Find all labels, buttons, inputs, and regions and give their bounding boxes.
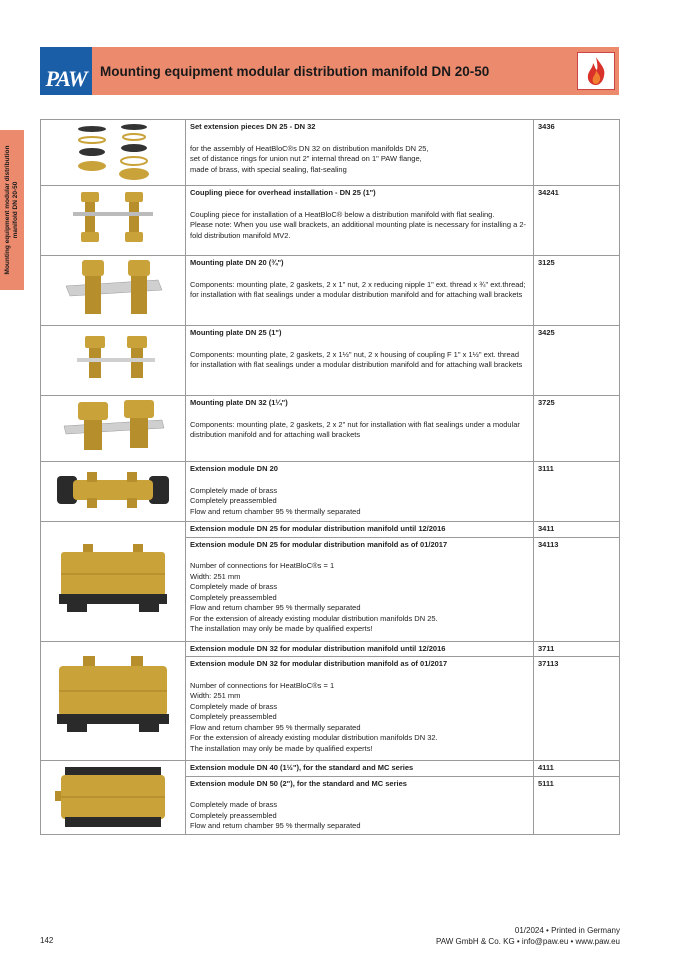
product-text: Components: mounting plate, 2 gaskets, 2 x 1" nut, 2 x reducing nipple 1" ext. thread x ¾" ext.thread; for installation with flat sealings under a modular distribution manifold and for attaching wall brackets: [190, 279, 526, 299]
product-image-extension-module-dn40-50: [41, 761, 186, 835]
product-text: Completely made of brass Completely preassembled Flow and return chamber 95 % thermally separated: [190, 800, 361, 830]
table-row: [41, 186, 620, 256]
article-number: 4111: [534, 761, 620, 777]
product-text: Coupling piece for installation of a HeatBloC® below a distribution manifold with flat sealing. Please note: When you use wall brackets, an additional mounting plate is necessary for installing a 2-fold distribution manifold MV2.: [190, 209, 527, 240]
product-title: Extension module DN 25 for modular distribution manifold until 12/2016: [190, 524, 446, 533]
table-row: [41, 462, 620, 522]
article-number: 34113: [534, 537, 620, 641]
product-text: Number of connections for HeatBloC®s = 1 Width: 251 mm Completely made of brass Completely preassembled Flow and return chamber 95 % thermally separated For the extension of already existing modular distribution manifolds DN 25. The installation may only be made by qualified experts!: [190, 561, 438, 633]
product-image-mounting-plate-dn25: [41, 326, 186, 396]
product-description: [186, 396, 534, 462]
product-description: [186, 256, 534, 326]
product-title: Set extension pieces DN 25 - DN 32: [190, 122, 316, 131]
product-image-coupling-piece: [41, 186, 186, 256]
print-info: 01/2024 • Printed in Germany: [514, 926, 620, 935]
product-description: [186, 641, 534, 657]
table-row: [41, 522, 620, 538]
product-title: Extension module DN 32 for modular distribution manifold as of 01/2017: [190, 659, 448, 668]
product-image-extension-module-dn25: [41, 522, 186, 642]
product-text: for the assembly of HeatBloC®s DN 32 on distribution manifolds DN 25, set of distance rings for union nut 2" internal thread on 1" PAW flange, made of brass, with special sealing, flat-sealing: [190, 143, 429, 174]
product-image-extension-pieces: [41, 120, 186, 186]
product-title: Extension module DN 40 (1½"), for the standard and MC series: [190, 763, 414, 772]
product-title: Coupling piece for overhead installation - DN 25 (1"): [190, 188, 376, 197]
product-description: [186, 326, 534, 396]
side-tab-label: [4, 146, 20, 275]
product-title: Mounting plate DN 25 (1"): [190, 328, 282, 337]
table-row: [41, 326, 620, 396]
product-description: [186, 186, 534, 256]
product-description: [186, 522, 534, 538]
product-image-mounting-plate-dn20: [41, 256, 186, 326]
title-bar: [92, 47, 619, 95]
article-number: 34241: [534, 186, 620, 256]
product-description: [186, 776, 534, 834]
product-text: Components: mounting plate, 2 gaskets, 2 x 1½" nut, 2 x housing of coupling F 1" x 1½" ext. thread for installation with flat sealings under a modular distribution manifold and for attaching wall brackets: [190, 349, 523, 369]
article-number: 3111: [534, 462, 620, 522]
article-number: 3411: [534, 522, 620, 538]
page-number: 142: [40, 936, 54, 945]
product-title: Mounting plate DN 32 (1¼"): [190, 398, 288, 407]
product-text: Components: mounting plate, 2 gaskets, 2 x 2" nut for installation with flat sealings under a modular distribution manifold and for attaching wall brackets: [190, 419, 520, 439]
table-row: [41, 761, 620, 777]
article-number: 5111: [534, 776, 620, 834]
article-number: 3725: [534, 396, 620, 462]
table-row: [41, 120, 620, 186]
product-title: Extension module DN 32 for modular distribution manifold until 12/2016: [190, 643, 446, 653]
product-title: Extension module DN 50 (2"), for the standard and MC series: [190, 778, 407, 788]
article-number: 3125: [534, 256, 620, 326]
paw-logo: [40, 47, 92, 95]
page-header: [40, 47, 619, 95]
footer-info: [436, 925, 620, 947]
side-tab-line1: Mounting equipment modular distribution: [4, 145, 11, 275]
page-title: Mounting equipment modular distribution manifold DN 20-50: [100, 63, 490, 79]
product-description: [186, 657, 534, 761]
flame-icon: [577, 52, 615, 90]
product-image-extension-module-dn20: [41, 462, 186, 522]
product-table: [40, 119, 620, 835]
product-description: [186, 462, 534, 522]
product-title: Extension module DN 20: [190, 464, 278, 473]
article-number: 3711: [534, 641, 620, 657]
article-number: 3425: [534, 326, 620, 396]
product-description: [186, 120, 534, 186]
company-contact: PAW GmbH & Co. KG • info@paw.eu • www.paw.eu: [435, 937, 620, 946]
table-row: [41, 396, 620, 462]
product-description: [186, 761, 534, 777]
product-image-extension-module-dn32: [41, 641, 186, 761]
product-text: Number of connections for HeatBloC®s = 1 Width: 251 mm Completely made of brass Completely preassembled Flow and return chamber 95 % thermally separated For the extension of already existing modular distribution manifolds DN 32. The installation may only be made by qualified experts!: [190, 680, 438, 753]
article-number: 37113: [534, 657, 620, 761]
product-description: [186, 537, 534, 641]
product-title: Extension module DN 25 for modular distribution manifold as of 01/2017: [190, 539, 448, 549]
table-row: [41, 641, 620, 657]
logo-text: PAW: [45, 66, 87, 91]
product-image-mounting-plate-dn32: [41, 396, 186, 462]
product-title: Mounting plate DN 20 (¾"): [190, 258, 284, 267]
article-number: 3436: [534, 120, 620, 186]
table-row: [41, 256, 620, 326]
product-text: Completely made of brass Completely preassembled Flow and return chamber 95 % thermally separated: [190, 485, 361, 516]
side-tab-line2: manifold DN 20-50: [12, 181, 19, 239]
